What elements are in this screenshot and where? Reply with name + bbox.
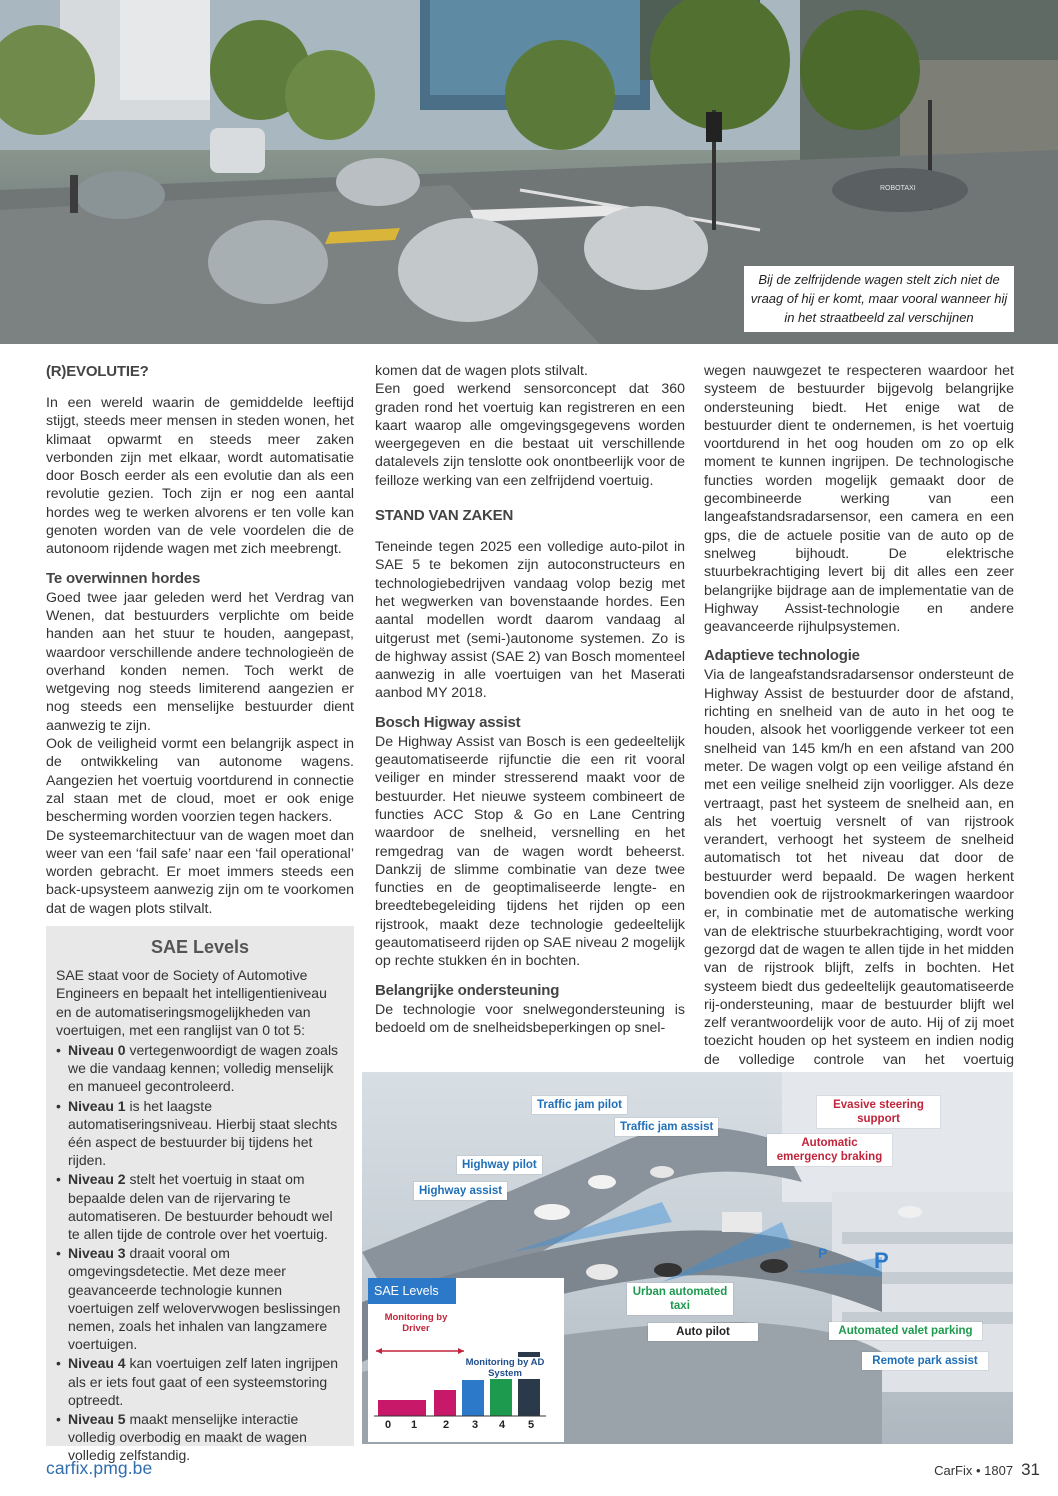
sae-intro: SAE staat voor de Society of Automotive Engineers en bepaalt het intelligentieniveau en de automatiseringsmogelijkheden van voertuigen, met een ranglijst van 0 tot 5: — [56, 967, 327, 1038]
paragraph: wegen nauwgezet te respecteren waardoor het systeem de bestuurder bijgevolg belangrijke ondersteuning biedt. Het enige wat de bestuurder dient te ondernemen, is het voertuig voortdurend in het oog houden om zo op elk moment te kunnen ingrijpen. De technologische functies worden mogelijk gemaakt door de gecombineerde werking van een langeafstandsradarsensor, een camera en een gps, die de actuele positie van de auto op de snelweg bijhoudt. De elektrische stuurbekrachtiging levert bij dit alles een zeer belangrijke bijdrage aan de implementatie van de Highway Assist-technologie en andere geavanceerde rijhulpsystemen. — [704, 363, 1014, 636]
sae-chart-title: SAE Levels — [368, 1278, 456, 1304]
paragraph: komen dat de wagen plots stilvalt. — [375, 363, 588, 379]
parking-icon-large: P — [874, 1248, 889, 1273]
subheading-adaptieve: Adaptieve technologie — [704, 647, 860, 665]
footer-website: carfix.pmg.be — [46, 1458, 153, 1478]
subheading-hordes: Te overwinnen hordes — [46, 569, 201, 587]
paragraph: De systeemarchitectuur van de wagen moet dan weer van een ‘fail safe’ naar een ‘fail operational’ worden gebracht. Er moet immers steeds een back-upsysteem aanwezig zijn om te voorkomen dat de wagen plots stilvalt. — [46, 827, 354, 917]
monitoring-by-driver-label: Monitoring by Driver — [384, 1312, 448, 1334]
paragraph: Via de langeafstandsradarsensor ondersteunt de Highway Assist de bestuurder door de afstand, richting en snelheid van de auto in het oog te houden, alsook het voorliggende verkeer tot een snelheid van 145 km/h en een afstand van 200 meter. De wagen volgt op een veilige afstand én met een veilige snelheid zijn voorligger. Als deze vertraagt, past het systeem de snelheid aan, en als het voertuig versnelt of van rijstrook verandert, verhoogt het systeem de snelheid automatisch tot het niveau dat door de bestuurder werd bepaald. De wagen herkent bovendien ook de rijstrookmarkeringen waardoor er, in combinatie met de automatische werking van de elektrische stuurbekrachtiging, wordt voor gezorgd dat de wagen te allen tijde in het midden van de rijstrook blijft, zelfs in bochten. Het systeem biedt dus gedeeltelijk geautomatiseerde rij-ondersteuning, maar de bestuurder blijft wel zelf verantwoordelijk voor de auto. Hij of zij moet toezicht houden op het systeem en indien nodig de volledige controle van het voertuig — [704, 666, 1014, 1087]
article-column-3 — [704, 362, 1014, 1087]
article-column-2 — [375, 362, 685, 1037]
footer-issue: CarFix • 1807 — [934, 1463, 1014, 1478]
automated-driving-diagram — [362, 1072, 1013, 1444]
article-column-1 — [46, 362, 354, 918]
hero-photo — [0, 0, 1058, 344]
paragraph: Ook de veiligheid vormt een belangrijk aspect in de ontwikkeling van autonome wagens. Aangezien het voertuig voortdurend in connectie zal staan met de cloud, moet er ook enige bescherming worden voorzien tegen hackers. — [46, 736, 354, 826]
label-remote-park-assist: Remote park assist — [862, 1352, 988, 1370]
label-traffic-jam-assist: Traffic jam assist — [615, 1118, 718, 1136]
subheading-highway-assist: Bosch Higway assist — [375, 713, 521, 731]
list-item: • Niveau 3 draait vooral om omgevingsdetectie. Met deze meer geavanceerde technologie kunnen voertuigen zelf welovervwogen beslissingen nemen, zoals het inhalen van langzamere voertuigen. — [56, 1244, 344, 1353]
label-automated-valet-parking: Automated valet parking — [829, 1322, 982, 1340]
sae-levels-sidebar — [46, 926, 354, 1464]
paragraph: Goed twee jaar geleden werd het Verdrag van Wenen, dat bestuurders verplichte om beide handen aan het stuur te houden, aangepast, waardoor verschillende andere technologieën de overhand konden nemen. Toch werkt de wetgeving nog steeds limiterend aangezien er nog steeds een menselijke bestuurder dient aanwezig te zijn. — [46, 589, 354, 734]
sae-tick-label: 0 — [384, 1419, 392, 1431]
paragraph: De technologie voor snelwegondersteuning is bedoeld om de snelheidsbeperkingen op snel- — [375, 1001, 685, 1036]
label-traffic-jam-pilot: Traffic jam pilot — [532, 1096, 627, 1114]
sae-tick-label: 5 — [527, 1419, 535, 1431]
list-item: • Niveau 5 maakt menselijke interactie volledig overbodig en maakt de wagen volledig zelfstandig. — [56, 1410, 344, 1465]
paragraph: Teneinde tegen 2025 een volledige auto-pilot in SAE 5 te bekomen zijn autoconstructeurs en technologiebedrijven vandaag volop bezig met het wegwerken van bovenstaande hordes. Een aantal modellen wordt daarom vandaag al uitgerust met (semi-)autonome systemen. Zo is de highway assist (SAE 2) van Bosch momenteel aanwezig in alle voertuigen van het Maserati aanbod MY 2018. — [375, 539, 685, 702]
label-urban-automated-taxi: Urban automated taxi — [627, 1283, 733, 1315]
sae-bar-level-3 — [462, 1380, 484, 1416]
page-number: 31 — [1021, 1460, 1040, 1479]
parking-icon: P — [818, 1245, 828, 1261]
monitoring-by-ad-label: Monitoring by AD System — [465, 1357, 545, 1379]
list-item: • Niveau 0 vertegenwoordigt de wagen zoals we die vandaag kennen; volledig menselijk en manueel gecontroleerd. — [56, 1041, 344, 1096]
robotaxi-sign: ROBOTAXI — [880, 185, 916, 192]
section-heading-revolutie: (R)EVOLUTIE? — [46, 363, 149, 380]
label-automatic-emergency-braking: Automatic emergency braking — [767, 1134, 892, 1166]
driver-range-arrow-right — [458, 1348, 464, 1354]
sae-tick-label: 4 — [498, 1419, 506, 1431]
label-evasive-steering: Evasive steering support — [817, 1096, 940, 1128]
sae-tick-label: 1 — [410, 1419, 418, 1431]
label-highway-assist: Highway assist — [414, 1182, 507, 1200]
sae-box-title: SAE Levels — [150, 937, 250, 957]
list-item: • Niveau 2 stelt het voertuig in staat om bepaalde delen van de rijervaring te automatiseren. De bestuurder behoudt wel te allen tijde de controle over het voertuig. — [56, 1170, 344, 1243]
sae-level-list — [56, 1041, 344, 1465]
sae-bar-level-2 — [434, 1390, 456, 1416]
sae-tick-label: 3 — [471, 1419, 479, 1431]
paragraph: In een wereld waarin de gemiddelde leeftijd stijgt, steeds meer mensen in steden wonen, het klimaat opwarmt en steeds meer zaken verbonden zijn met elkaar, wordt automatisatie door Bosch eerder als een evolutie dan als een revolutie gezien. Toch zijn er nog een aantal hordes weg te werken alvorens er ten volle kan genoten worden van de vele voordelen die de autonoom rijdende wagen met zich meebrengt. — [46, 395, 354, 558]
hero-caption: Bij de zelfrijdende wagen stelt zich niet de vraag of hij er komt, maar vooral wanneer hij in het straatbeeld zal verschijnen — [744, 266, 1014, 332]
list-item: • Niveau 1 is het laagste automatiseringsniveau. Hierbij staat slechts één aspect de bestuurder bij tijdens het rijden. — [56, 1097, 344, 1170]
footer-magazine — [934, 1460, 1040, 1480]
section-heading-stand-van-zaken: STAND VAN ZAKEN — [375, 507, 514, 525]
subheading-ondersteuning: Belangrijke ondersteuning — [375, 981, 560, 999]
label-auto-pilot: Auto pilot — [648, 1323, 758, 1341]
paragraph: Een goed werkend sensorconcept dat 360 graden rond het voertuig kan registreren en een kaart waarop alle omgevingsgegevens worden weergegeven en die bestaat uit verschillende datalevels zijn tenslotte ook onontbeerlijk voor de feilloze werking van een zelfrijdend voertuig. — [375, 381, 685, 489]
list-item: • Niveau 4 kan voertuigen zelf laten ingrijpen als er iets fout gaat of een systeemstoring optreedt. — [56, 1354, 344, 1409]
sae-tick-label: 2 — [442, 1419, 450, 1431]
sae-bar-level-0 — [378, 1400, 426, 1416]
paragraph: De Highway Assist van Bosch is een gedeeltelijk geautomatiseerde rijfunctie die een rit vooral veiliger en minder stresserend maakt voor de bestuurder. Het nieuwe systeem combineert de functies ACC Stop & Go en Lane Centring waardoor de snelheid, versnelling en het remgedrag van de wagen wordt beheerst. Dankzij de slimme combinatie van deze twee functies en de geoptimaliseerde lengte- en breedtebegeleiding tijdens het rijden op een rijstrook, maakt deze technologie gedeeltelijk geautomatiseerd rijden op SAE niveau 2 mogelijk op rechte stukken én in bochten. — [375, 733, 685, 970]
driver-range-arrow-left — [376, 1348, 382, 1354]
label-highway-pilot: Highway pilot — [457, 1156, 542, 1174]
sae-levels-chart — [368, 1278, 564, 1442]
